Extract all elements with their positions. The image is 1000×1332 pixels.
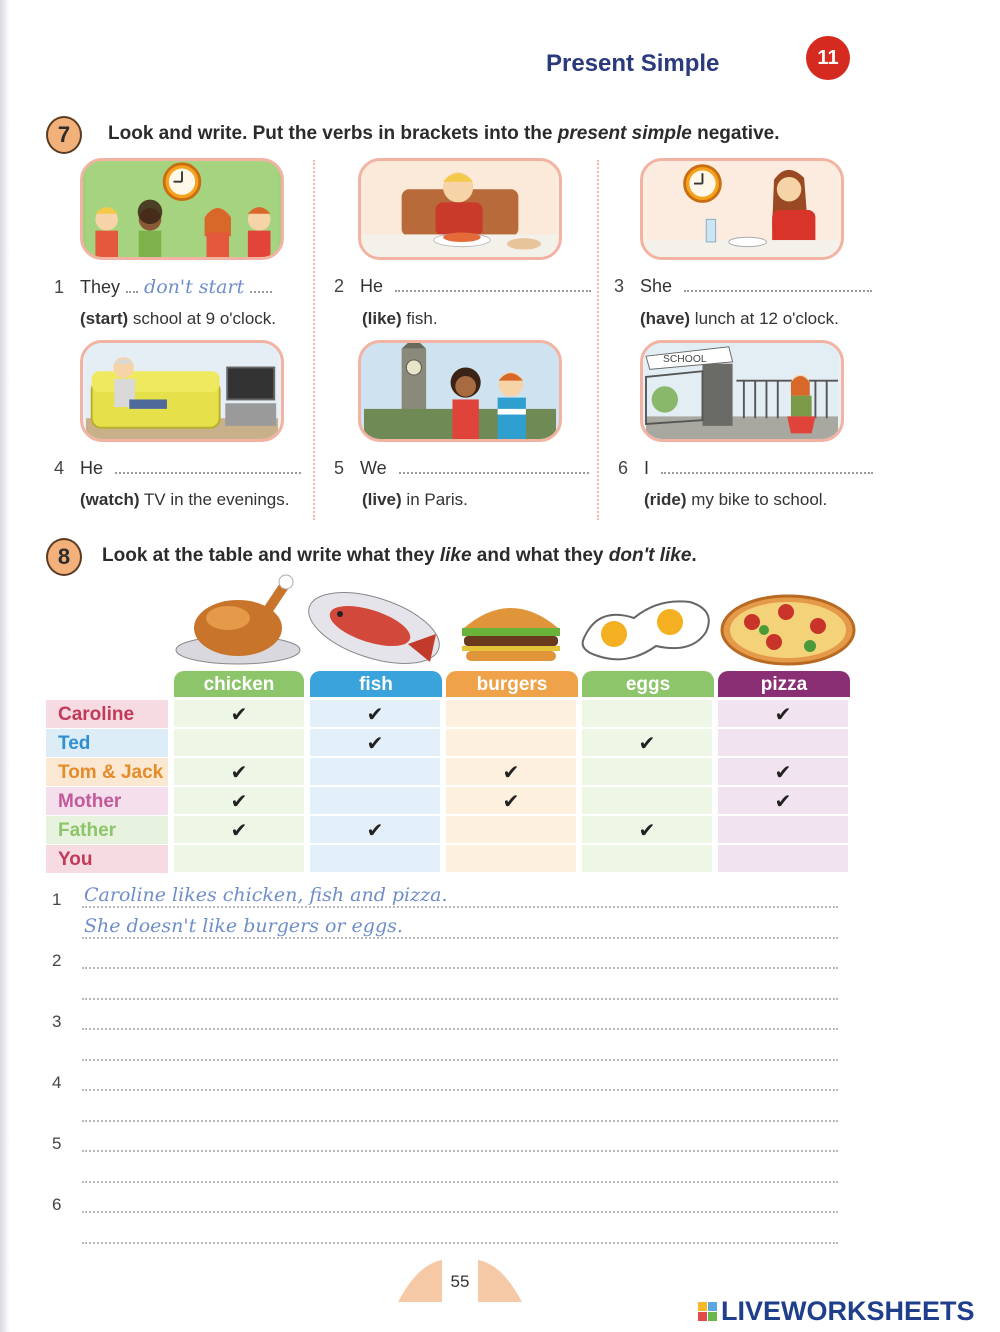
item-5-prompt: (live) in Paris. [362,490,468,509]
table-cell: ✔ [446,787,576,815]
row-label: Caroline [46,700,168,728]
fish-illustration [304,582,446,672]
table-cell [582,787,712,815]
table-cell [174,845,304,873]
writing-line[interactable] [82,1120,838,1122]
school-sign-text: SCHOOL [662,353,707,365]
row-label: Tom & Jack [46,758,168,786]
page-number: 55 [450,1272,470,1291]
table-cell [310,845,440,873]
exercise-8-instruction: Look at the table and write what they like and what they don't like. [102,545,697,566]
column-header-chicken: chicken [174,671,304,697]
writing-line[interactable] [82,1059,838,1061]
table-cell [718,816,848,844]
picture-1-kids-school [80,158,284,260]
liveworksheets-watermark: LIVEWORKSHEETS [698,1296,975,1327]
table-cell: ✔ [310,729,440,757]
writing-line[interactable] [82,1242,838,1244]
writing-answer-text: She doesn't like burgers or eggs. [84,915,403,937]
writing-line[interactable] [82,1211,838,1213]
column-header-eggs: eggs [582,671,714,697]
table-cell: ✔ [174,700,304,728]
picture-5-kids-big-ben [358,340,562,442]
item-4-prompt: (watch) TV in the evenings. [80,490,290,509]
item-1-answer[interactable]: don't start [144,276,245,298]
table-cell [310,758,440,786]
table-cell: ✔ [718,758,848,786]
writing-line[interactable] [82,1181,838,1183]
writing-line[interactable] [82,1028,838,1030]
table-cell: ✔ [310,700,440,728]
table-cell [174,729,304,757]
item-6-line: 6 I [618,458,873,479]
picture-4-man-sofa-tv [80,340,284,442]
exercise-7-instruction: Look and write. Put the verbs in brackets into the present simple negative. [108,123,780,144]
eggs-illustration [578,592,718,672]
picture-6-school-gate [640,340,844,442]
table-cell: ✔ [718,700,848,728]
table-cell: ✔ [174,758,304,786]
table-cell [582,700,712,728]
column-separator [597,160,599,520]
writing-item-number: 5 [52,1134,62,1153]
writing-line[interactable] [82,1150,838,1152]
writing-answer-text: Caroline likes chicken, fish and pizza. [84,884,448,906]
page-edge-shadow [0,0,10,1332]
item-5-line: 5 We [334,458,589,479]
item-3-line: 3 She [614,276,872,297]
table-cell [310,787,440,815]
writing-item-number: 1 [52,890,62,909]
item-4-line: 4 He [54,458,301,479]
burger-illustration [456,594,566,664]
table-cell [582,758,712,786]
writing-item-number: 2 [52,951,62,970]
table-cell: ✔ [582,729,712,757]
item-1-prompt: (start) school at 9 o'clock. [80,309,276,328]
table-cell: ✔ [446,758,576,786]
unit-number-badge: 11 [806,36,850,80]
writing-line[interactable] [82,998,838,1000]
item-6-prompt: (ride) my bike to school. [644,490,828,509]
writing-line[interactable] [82,906,838,908]
chicken-illustration [172,570,306,670]
row-label: Ted [46,729,168,757]
writing-item-number: 4 [52,1073,62,1092]
unit-title: Present Simple [546,50,720,77]
table-cell [446,845,576,873]
column-header-fish: fish [310,671,442,697]
exercise-8-number: 8 [46,538,82,576]
row-label: Mother [46,787,168,815]
page-number-tab [398,1258,522,1302]
table-cell: ✔ [310,816,440,844]
row-label: You [46,845,168,873]
table-cell [718,845,848,873]
picture-2-boy-fish [358,158,562,260]
exercise-7-number: 7 [46,116,82,154]
row-label: Father [46,816,168,844]
column-header-pizza: pizza [718,671,850,697]
item-2-line: 2 He [334,276,591,297]
table-cell: ✔ [718,787,848,815]
writing-item-number: 6 [52,1195,62,1214]
item-1-line: 1 They don't start [54,276,272,298]
column-separator [313,160,315,520]
table-cell: ✔ [174,816,304,844]
picture-3-woman-lunch [640,158,844,260]
writing-line[interactable] [82,937,838,939]
table-cell [446,816,576,844]
table-cell [446,700,576,728]
pizza-illustration [718,590,858,670]
liveworksheets-logo-icon [698,1302,717,1321]
table-cell: ✔ [582,816,712,844]
table-cell: ✔ [174,787,304,815]
writing-line[interactable] [82,967,838,969]
table-cell [582,845,712,873]
item-2-prompt: (like) fish. [362,309,438,328]
table-cell [446,729,576,757]
writing-line[interactable] [82,1089,838,1091]
column-header-burgers: burgers [446,671,578,697]
table-cell [718,729,848,757]
item-3-prompt: (have) lunch at 12 o'clock. [640,309,839,328]
writing-item-number: 3 [52,1012,62,1031]
